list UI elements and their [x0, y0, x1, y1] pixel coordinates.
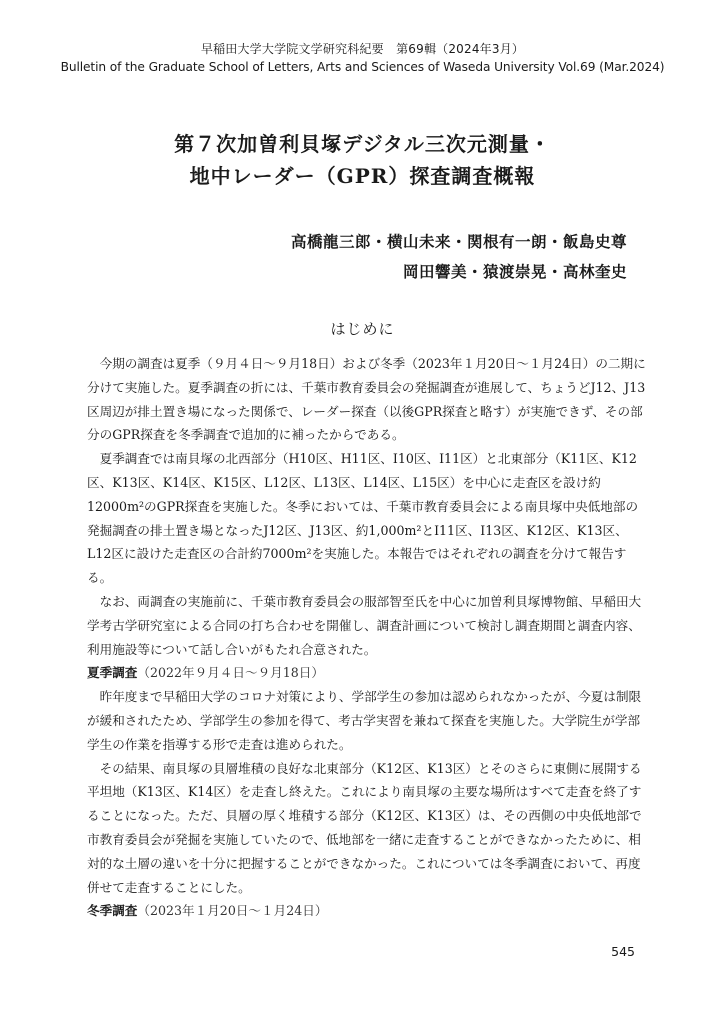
summer-paragraph-1: 昨年度まで早稲田大学のコロナ対策により、学部学生の参加は認められなかったが、今夏は制限が緩和されたため、学部学生の参加を得て、考古学実習を兼ねて探査を実施した。大学院生が学部学生の作業を指導する形で走査は進められた。: [87, 689, 642, 752]
article-title-line-1: 第７次加曽利貝塚デジタル三次元測量・: [174, 132, 551, 156]
summer-paragraph-2: その結果、南貝塚の貝層堆積の良好な北東部分（K12区、K13区）とそのさらに東側に展開する平坦地（K13区、K14区）を走査し終えた。これにより南貝塚の主要な場所はすべて走査を終了することになった。ただ、貝層の厚く堆積する部分（K12区、K13区）は、その西側の中央低地部で市教育委員会が発掘を実施していたので、低地部を一緒に走査することができなかったために、相対的な土層の違いを十分に把握することができなかった。これについては冬季調査において、再度併せて走査することにした。: [87, 760, 642, 895]
intro-paragraph-1: 今期の調査は夏季（９月４日～９月18日）および冬季（2023年１月20日～１月24日）の二期に分けて実施した。夏季調査の折には、千葉市教育委員会の発掘調査が進展して、ちょうどJ12、J13区周辺が排土置き場になった関係で、レーダー探査（以後GPR探査と略す）が実施できず、その部分のGPR探査を冬季調査で追加的に補ったからである。: [87, 356, 646, 443]
journal-header-japanese: 早稲田大学大学院文学研究科紀要 第69輯（2024年3月）: [200, 42, 525, 56]
winter-survey-label: 冬季調査: [87, 903, 138, 919]
intro-paragraph-3: なお、両調査の実施前に、千葉市教育委員会の服部智至氏を中心に加曽利貝塚博物館、早稲田大学考古学研究室による合同の打ち合わせを開催し、調査計画について検討し調査期間と調査内容、利用施設等について話し合いがもたれ合意された。: [87, 593, 642, 657]
summer-survey-label: 夏季調査: [87, 665, 138, 681]
authors-line-1: 高橋龍三郎・横山未来・関根有一朗・飯島史尊: [290, 232, 627, 251]
winter-survey-date: （2023年１月20日～１月24日）: [137, 903, 328, 919]
section-heading-introduction: はじめに: [330, 320, 395, 338]
authors-line-2: 岡田響美・猿渡崇晃・高林奎史: [402, 262, 627, 281]
intro-paragraph-2: 夏季調査では南貝塚の北西部分（H10区、H11区、I10区、I11区）と北東部分（K11区、K12区、K13区、K14区、K15区、L12区、L13区、L14区、L15区）を中心に走査区を設け約12000m²のGPR探査を実施した。冬季においては、千葉市教育委員会による南貝塚中央低地部の発掘調査の排土置き場となったJ12区、J13区、約1,000m²とI11区、I13区、K12区、K13区、L12区に設けた走査区の合計約7000m²を実施した。本報告ではそれぞれの調査を分けて報告する。: [87, 451, 639, 586]
page-number: 545: [611, 944, 635, 959]
winter-survey-heading: [87, 899, 647, 923]
summer-survey-heading: [87, 661, 647, 685]
article-title-line-2: 地中レーダー（GPR）探査調査概報: [189, 164, 536, 188]
journal-header-english: Bulletin of the Graduate School of Letters, Arts and Sciences of Waseda University Vol.69 (Mar.2024): [60, 60, 665, 74]
article-body: [87, 352, 647, 923]
summer-survey-date: （2022年９月４日～９月18日）: [137, 665, 324, 681]
